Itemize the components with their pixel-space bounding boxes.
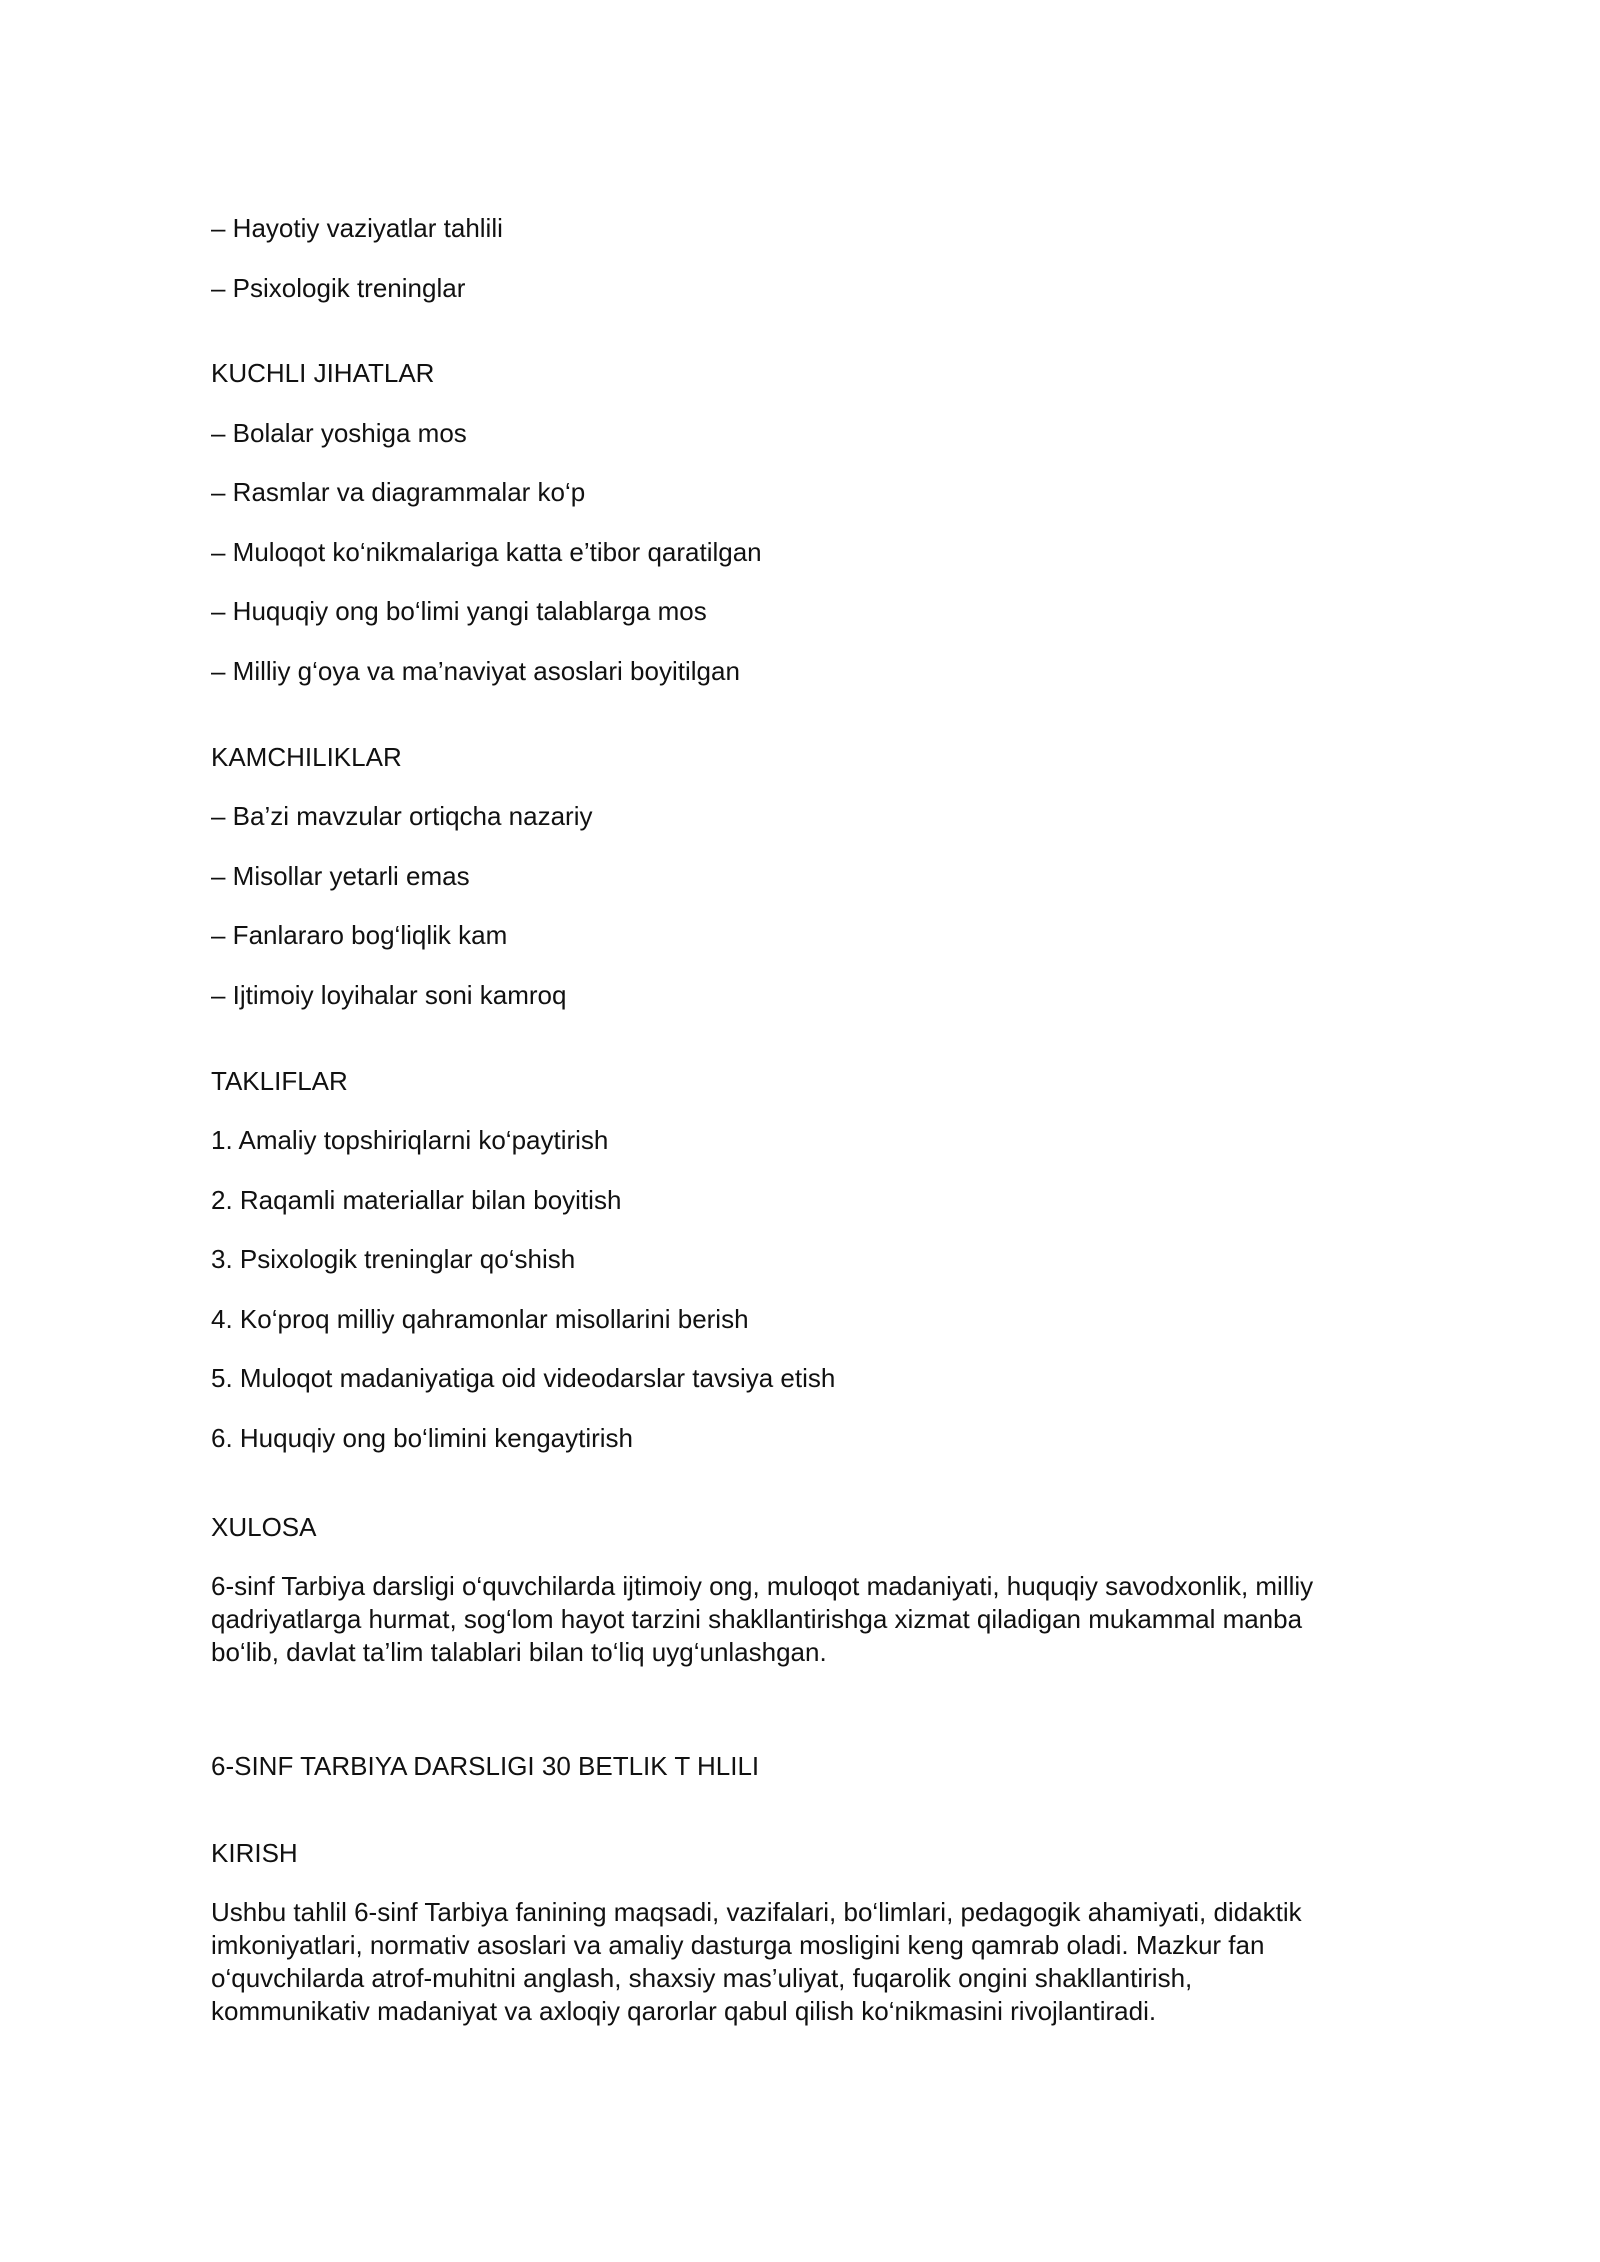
list-item: 5. Muloqot madaniyatiga oid videodarslar tavsiya etish <box>211 1363 836 1393</box>
list-item: – Muloqot ko‘nikmalariga katta e’tibor qaratilgan <box>211 537 762 567</box>
section-heading-weaknesses: KAMCHILIKLAR <box>211 742 402 772</box>
section-heading-proposals: TAKLIFLAR <box>211 1066 348 1096</box>
list-item: 4. Ko‘proq milliy qahramonlar misollarini berish <box>211 1304 749 1334</box>
section-title: 6-SINF TARBIYA DARSLIGI 30 BETLIK T HLILI <box>211 1751 760 1781</box>
list-item: – Huquqiy ong bo‘limi yangi talablarga mos <box>211 596 707 626</box>
list-item: 3. Psixologik treninglar qo‘shish <box>211 1244 576 1274</box>
list-item: – Hayotiy vaziyatlar tahlili <box>211 213 503 243</box>
list-item: – Rasmlar va diagrammalar ko‘p <box>211 477 586 507</box>
list-item: 2. Raqamli materiallar bilan boyitish <box>211 1185 622 1215</box>
list-item: – Milliy g‘oya va ma’naviyat asoslari boyitilgan <box>211 656 740 686</box>
list-item: – Ijtimoiy loyihalar soni kamroq <box>211 980 567 1010</box>
section-heading-conclusion: XULOSA <box>211 1512 317 1542</box>
section-heading-introduction: KIRISH <box>211 1838 298 1868</box>
list-item: 1. Amaliy topshiriqlarni ko‘paytirish <box>211 1125 609 1155</box>
list-item: – Bolalar yoshiga mos <box>211 418 467 448</box>
introduction-paragraph: Ushbu tahlil 6-sinf Tarbiya fanining maqsadi, vazifalari, bo‘limlari, pedagogik ahamiyati, didaktik imkoniyatlari, normativ asoslari va amaliy dasturga mosligini keng qamrab oladi. Mazkur fan o‘quvchilarda atrof-muhitni anglash, shaxsiy mas’uliyat, fuqarolik ongini shakllantirish, kommunikativ madaniyat va axloqiy qarorlar qabul qilish ko‘nikmasini rivojlantiradi. <box>211 1897 1302 2026</box>
list-item: – Psixologik treninglar <box>211 273 466 303</box>
conclusion-paragraph: 6-sinf Tarbiya darsligi o‘quvchilarda ijtimoiy ong, muloqot madaniyati, huquqiy savodxonlik, milliy qadriyatlarga hurmat, sog‘lom hayot tarzini shakllantirishga xizmat qiladigan mukammal manba bo‘lib, davlat ta’lim talablari bilan to‘liq uyg‘unlashgan. <box>211 1571 1314 1667</box>
section-heading-strengths: KUCHLI JIHATLAR <box>211 358 435 388</box>
list-item: – Fanlararo bog‘liqlik kam <box>211 920 508 950</box>
list-item: – Misollar yetarli emas <box>211 861 470 891</box>
list-item: – Ba’zi mavzular ortiqcha nazariy <box>211 801 593 831</box>
list-item: 6. Huquqiy ong bo‘limini kengaytirish <box>211 1423 634 1453</box>
